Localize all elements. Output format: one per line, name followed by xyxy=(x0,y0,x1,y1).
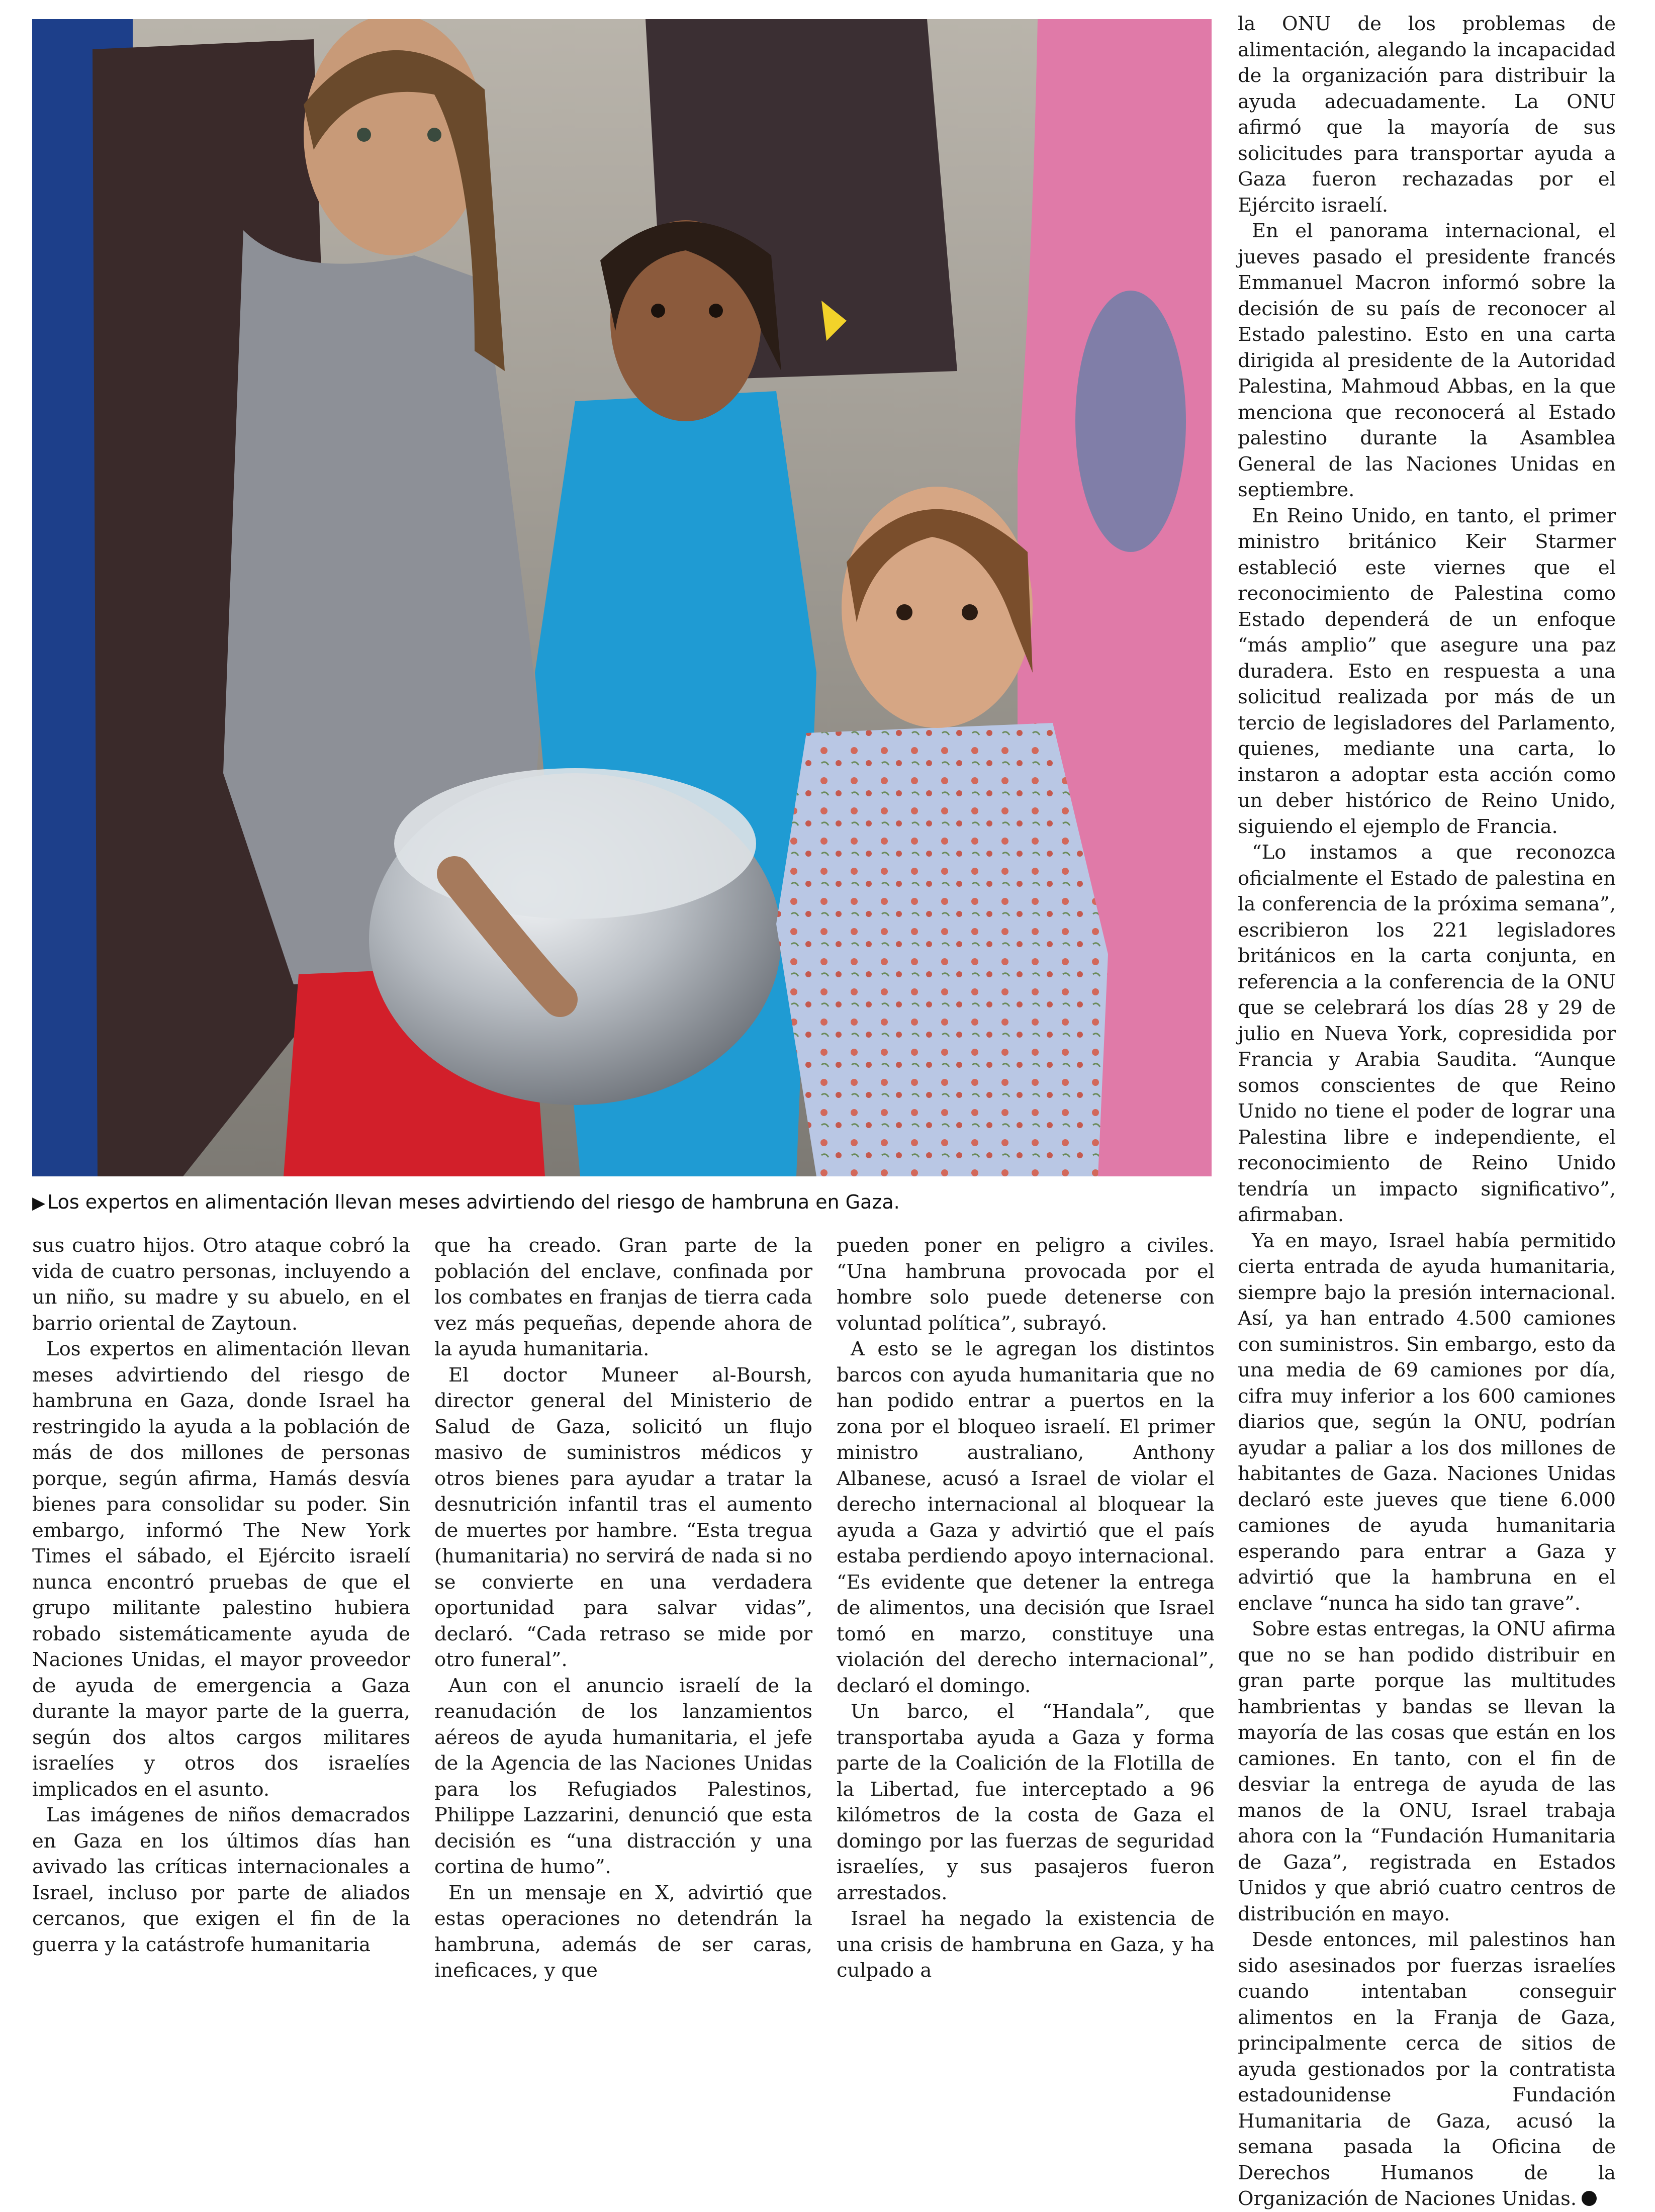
paragraph-last xyxy=(1238,1927,1616,2212)
paragraph: El doctor Muneer al-Boursh, director general del Ministerio de Salud de Gaza, solicitó un flujo masivo de suministros médicos y otros bienes para ayudar a tratar la desnutrición infantil tras el aumento de muertes por hambre. “Esta tregua (humanitaria) no servirá de nada si no se convierte en una verdadera oportunidad para salvar vidas”, declaró. “Cada retraso se mide por otro funeral”. xyxy=(434,1363,812,1671)
article-column-3 xyxy=(837,1233,1215,1984)
paragraph: A esto se le agregan los distintos barcos con ayuda humanitaria que no han podido entrar a puertos en la zona por el bloqueo israelí. El primer ministro australiano, Anthony Albanese, acusó a Israel de violar el derecho internacional al bloquear la ayuda a Gaza y advirtió que el país estaba perdiendo apoyo internacional. “Es evidente que detener la entrega de alimentos, una decisión que Israel tomó en marzo, constituye una violación del derecho internacional”, declaró el domingo. xyxy=(837,1338,1215,1697)
paragraph: pueden poner en peligro a civiles. “Una hambruna provocada por el hombre solo puede detenerse con voluntad política”, subrayó. xyxy=(837,1234,1215,1335)
paragraph-text: Desde entonces, mil palestinos han sido asesinados por fuerzas israelíes cuando intentaban conseguir alimentos en la Franja de Gaza, principalmente cerca de sitios de ayuda gestionados por la contratista estadounidense Fundación Humanitaria de Gaza, acusó la semana pasada la Oficina de Derechos Humanos de la Organización de Naciones Unidas. xyxy=(1238,1928,1616,2210)
paragraph: Sobre estas entregas, la ONU afirma que no se han podido distribuir en gran parte porque las multitudes hambrientas y bandas se llevan la mayoría de las cosas que están en los camiones. En tanto, con el fin de desviar la entrega de ayuda de las manos de la ONU, Israel trabaja ahora con la “Fundación Humanitaria de Gaza”, registrada en Estados Unidos y que abrió cuatro centros de distribución en mayo. xyxy=(1238,1618,1616,1925)
paragraph: Ya en mayo, Israel había permitido cierta entrada de ayuda humanitaria, siempre bajo la presión internacional. Así, ya han entrado 4.500 camiones con suministros. Sin embargo, esto da una media de 69 camiones por día, cifra muy inferior a los 600 camiones diarios que, según la ONU, podrían ayudar a paliar a los dos millones de habitantes de Gaza. Naciones Unidas declaró este jueves que tiene 6.000 camiones de ayuda humanitaria esperando para entrar a Gaza y advirtió que la hambruna en el enclave “nunca ha sido tan grave”. xyxy=(1238,1229,1616,1615)
paragraph: En el panorama internacional, el jueves pasado el presidente francés Emmanuel Macron informó sobre la decisión de su país de reconocer al Estado palestino. Esto en una carta dirigida al presidente de la Autoridad Palestina, Mahmoud Abbas, en la que menciona que reconocerá al Estado palestino durante la Asamblea General de las Naciones Unidas en septiembre. xyxy=(1238,220,1616,501)
paragraph: Israel ha negado la existencia de una crisis de hambruna en Gaza, y ha culpado a xyxy=(837,1907,1215,1982)
paragraph: Las imágenes de niños demacrados en Gaza en los últimos días han avivado las críticas internacionales a Israel, incluso por parte de aliados cercanos, que exigen el fin de la guerra y la catástrofe humanitaria xyxy=(32,1804,410,1956)
photo-caption xyxy=(32,1184,1212,1224)
caption-text: Los expertos en alimentación llevan meses advirtiendo del riesgo de hambruna en Gaza. xyxy=(47,1191,900,1213)
paragraph: la ONU de los problemas de alimentación, alegando la incapacidad de la organización para distribuir la ayuda adecuadamente. La ONU afirmó que la mayoría de sus solicitudes para transportar ayuda a Gaza fueron rechazadas por el Ejército israelí. xyxy=(1238,13,1616,217)
paragraph: Los expertos en alimentación llevan meses advirtiendo del riesgo de hambruna en Gaza, donde Israel ha restringido la ayuda a la población de más de dos millones de personas porque, según afirma, Hamás desvía bienes para consolidar su poder. Sin embargo, informó The New York Times el sábado, el Ejército israelí nunca encontró pruebas de que el grupo militante palestino hubiera robado sistemáticamente ayuda de Naciones Unidas, el mayor proveedor de ayuda de emergencia a Gaza durante la mayor parte de la guerra, según dos altos cargos militares israelíes y otros dos israelíes implicados en el asunto. xyxy=(32,1338,410,1801)
paragraph: En Reino Unido, en tanto, el primer ministro británico Keir Starmer estableció este viernes que el reconocimiento de Palestina como Estado dependerá de un enfoque “más amplio” que asegure una paz duradera. Esto en respuesta a una solicitud realizada por más de un tercio de legisladores del Parlamento, quienes, mediante una carta, lo instaron a adoptar esta acción como un deber histórico de Reino Unido, siguiendo el ejemplo de Francia. xyxy=(1238,504,1616,838)
paragraph: “Lo instamos a que reconozca oficialmente el Estado de palestina en la conferencia de la próxima semana”, escribieron los 221 legisladores británicos en la carta conjunta, en referencia a la conferencia de la ONU que se celebrará los días 28 y 29 de julio en Nueva York, copresidida por Francia y Arabia Saudita. “Aunque somos conscientes de que Reino Unido no tiene el poder de lograr una Palestina libre e independiente, el reconocimiento de Reino Unido tendría un impacto significativo”, afirmaban. xyxy=(1238,841,1616,1226)
paragraph: En un mensaje en X, advirtió que estas operaciones no detendrán la hambruna, además de ser caras, ineficaces, y que xyxy=(434,1881,812,1982)
news-photo xyxy=(32,19,1212,1176)
photo-illustration xyxy=(32,19,1212,1176)
caption-marker-icon: ▶ xyxy=(32,1193,46,1213)
article-column-1 xyxy=(32,1233,410,1958)
paragraph: que ha creado. Gran parte de la población del enclave, confinada por los combates en franjas de tierra cada vez más pequeñas, depende ahora de la ayuda humanitaria. xyxy=(434,1234,812,1360)
paragraph: Un barco, el “Handala”, que transportaba ayuda a Gaza y forma parte de la Coalición de la Flotilla de la Libertad, fue interceptado a 96 kilómetros de la costa de Gaza el domingo por las fuerzas de seguridad israelíes, y sus pasajeros fueron arrestados. xyxy=(837,1700,1215,1904)
paragraph: Aun con el anuncio israelí de la reanudación de los lanzamientos aéreos de ayuda humanitaria, el jefe de la Agencia de las Naciones Unidas para los Refugiados Palestinos, Philippe Lazzarini, denunció que esta decisión es “una distracción y una cortina de humo”. xyxy=(434,1674,812,1878)
end-of-article-icon xyxy=(1582,2191,1597,2206)
article-column-4 xyxy=(1238,11,1616,2212)
article-column-2 xyxy=(434,1233,812,1984)
paragraph: sus cuatro hijos. Otro ataque cobró la vida de cuatro personas, incluyendo a un niño, su madre y su abuelo, en el barrio oriental de Zaytoun. xyxy=(32,1234,410,1335)
